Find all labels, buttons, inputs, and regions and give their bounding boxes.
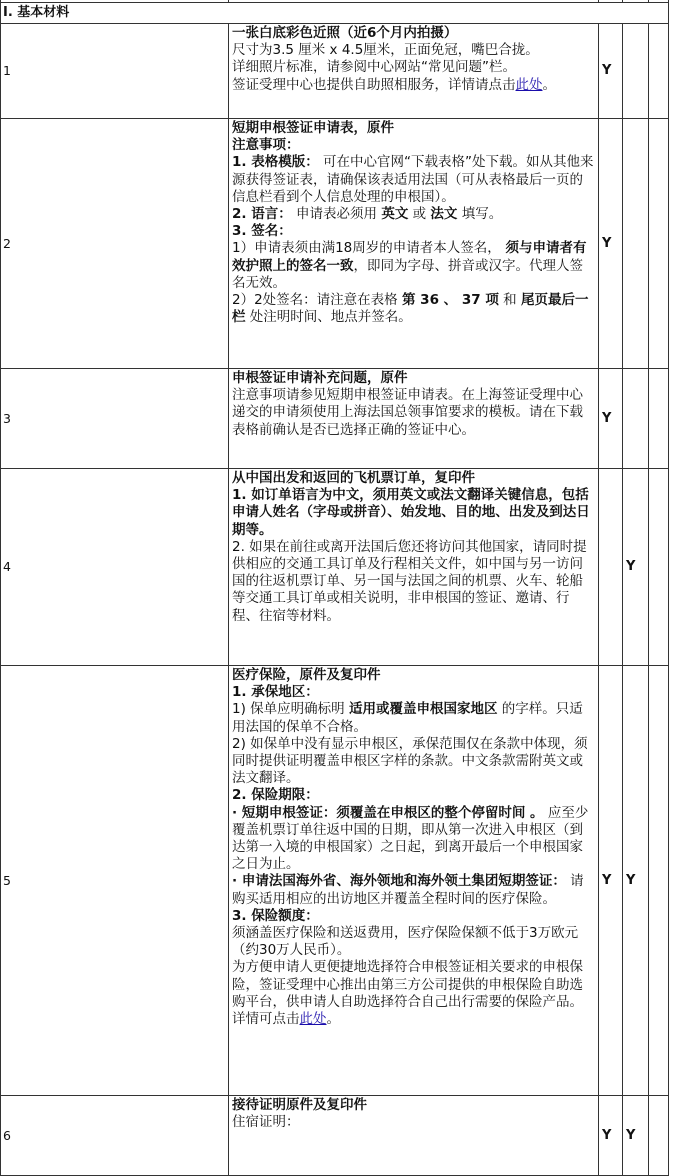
requirement-mark-b: Y <box>623 469 649 666</box>
bold-text: · 短期申根签证：须覆盖在申根区的整个停留时间 。 <box>232 804 544 821</box>
table-row <box>1 666 669 1096</box>
row-number: 4 <box>1 469 229 666</box>
description-line <box>232 470 594 487</box>
row-number: 1 <box>1 24 229 119</box>
description-text: 1) 保单应明确标明 <box>232 701 349 718</box>
requirement-mark-b: Y <box>623 1096 649 1176</box>
description-text: 住宿证明： <box>232 1114 300 1131</box>
description-text: 应至少覆盖机票订单往返中国的日期，即从第一次进入申根区（到达第一入境的申根国家）之日起，到离开最后一个申根国家之日为止。 <box>232 804 589 873</box>
bold-text: 接待证明原件及复印件 <box>232 1097 367 1113</box>
requirements-table-body <box>1 0 669 1176</box>
row-number: 6 <box>1 1096 229 1176</box>
description-text: 和 <box>498 292 521 309</box>
bold-text: 医疗保险，原件及复印件 <box>232 667 381 683</box>
bold-text: 适用或覆盖申根国家地区 <box>348 701 498 718</box>
bold-text: 注意事项： <box>232 137 300 154</box>
description-line <box>232 206 594 223</box>
requirement-mark-a: Y <box>599 119 623 369</box>
description-line <box>232 223 594 240</box>
row-number: 5 <box>1 666 229 1096</box>
description-line <box>232 1114 594 1131</box>
description-line <box>232 684 594 701</box>
section-title: I. 基本材料 <box>1 3 669 24</box>
description-text: 的字样。只适用法国的保单不合格。 <box>232 701 583 735</box>
description-text: 。 <box>542 76 556 93</box>
description-text: 尺寸为3.5 厘米 x 4.5厘米，正面免冠，嘴巴合拢。 <box>232 42 539 59</box>
description-text: 为方便申请人更便捷地选择符合申根签证相关要求的申根保险，签证受理中心推出由第三方公司提供的申根保险自助选购平台，供申请人自助选择符合自己出行需要的保险产品。详情可点击 <box>232 959 583 1028</box>
details-link[interactable]: 此处 <box>299 1011 327 1028</box>
description-text: ，即同为字母、拼音或汉字。代理人签名无效。 <box>232 257 583 291</box>
bold-text: · 申请法国海外省、海外领地和海外领土集团短期签证： <box>232 873 566 890</box>
description-line <box>232 25 594 42</box>
extra-cell <box>649 369 669 469</box>
bold-text: 须与申请者有效护照上的签名一致 <box>232 240 587 274</box>
bold-text: 法文 <box>430 206 458 223</box>
description-line <box>232 667 594 684</box>
description-text: 处注明时间、地点并签名。 <box>245 309 412 326</box>
row-description <box>229 119 599 369</box>
row-description <box>229 369 599 469</box>
description-text: 详细照片标准，请参阅中心网站“常见问题”栏。 <box>232 59 516 76</box>
table-row <box>1 24 669 119</box>
description-line <box>232 292 594 326</box>
description-line <box>232 154 594 206</box>
description-line <box>232 701 594 735</box>
bold-text: 3. 签名： <box>232 223 292 240</box>
table-row <box>1 469 669 666</box>
table-row <box>1 369 669 469</box>
bold-text: 1. 表格模版： <box>232 154 319 171</box>
row-number: 2 <box>1 119 229 369</box>
requirement-mark-a <box>599 469 623 666</box>
requirement-mark-a: Y <box>599 1096 623 1176</box>
description-text: 须涵盖医疗保险和送返费用，医疗保险保额不低于3万欧元（约30万人民币）。 <box>232 925 579 959</box>
description-line <box>232 873 594 907</box>
bold-text: 1. 如订单语言为中文，须用英文或法文翻译关键信息，包括申请人姓名（字母或拼音）、始发地、目的地、出发及到达日期等。 <box>232 487 590 538</box>
description-line <box>232 1097 594 1114</box>
bold-text: 英文 <box>381 206 409 223</box>
bold-text: 申根签证申请补充问题，原件 <box>232 370 408 386</box>
description-line <box>232 959 594 1028</box>
requirement-mark-a: Y <box>599 666 623 1096</box>
bold-text: 3. 保险额度： <box>232 907 319 924</box>
requirement-mark-b <box>623 24 649 119</box>
row-number: 3 <box>1 369 229 469</box>
bold-text: 第 36 、 37 项 <box>401 292 499 309</box>
description-line <box>232 539 594 625</box>
extra-cell <box>649 24 669 119</box>
description-line <box>232 805 594 874</box>
row-description <box>229 1096 599 1176</box>
bold-text: 短期申根签证申请表，原件 <box>232 120 394 136</box>
requirement-mark-b <box>623 119 649 369</box>
description-line <box>232 137 594 154</box>
description-text: 2. 如果在前往或离开法国后您还将访问其他国家，请同时提供相应的交通工具订单及行程相关文件，如中国与另一访问国的往返机票订单、另一国与法国之间的机票、火车、轮船等交通工具订单或相关说明，非申根国的签证、邀请、行程、往宿等材料。 <box>232 538 587 624</box>
description-line <box>232 42 594 59</box>
description-line <box>232 59 594 76</box>
description-text: 注意事项请参见短期申根签证申请表。在上海签证受理中心递交的申请须使用上海法国总领事馆要求的模板。请在下载表格前确认是否已选择正确的签证中心。 <box>232 387 583 438</box>
description-text: 2) 如保单中没有显示申根区，承保范围仅在条款中体现，须同时提供证明覆盖申根区字样的条款。中文条款需附英文或法文翻译。 <box>232 735 588 787</box>
bold-text: 一张白底彩色近照（近6个月内拍摄） <box>232 25 458 41</box>
table-row <box>1 1096 669 1176</box>
requirement-mark-b <box>623 369 649 469</box>
description-text: 2）2处签名：请注意在表格 <box>232 292 402 309</box>
description-line <box>232 120 594 137</box>
description-line <box>232 487 594 539</box>
row-description <box>229 24 599 119</box>
row-description <box>229 666 599 1096</box>
details-link[interactable]: 此处 <box>515 76 543 93</box>
extra-cell <box>649 469 669 666</box>
bold-text: 从中国出发和返回的飞机票订单，复印件 <box>232 470 475 486</box>
section-header-row <box>1 3 669 24</box>
description-text: 。 <box>326 1011 340 1028</box>
extra-cell <box>649 119 669 369</box>
description-line <box>232 240 594 292</box>
bold-text: 尾页最后一栏 <box>232 292 589 326</box>
requirement-mark-a: Y <box>599 24 623 119</box>
description-line <box>232 387 594 439</box>
bold-text: 2. 语言： <box>232 206 292 223</box>
bold-text: 2. 保险期限： <box>232 787 319 804</box>
extra-cell <box>649 666 669 1096</box>
description-line <box>232 736 594 788</box>
description-text: 填写。 <box>457 206 503 223</box>
description-text: 请购买适用相应的出访地区并覆盖全程时间的医疗保险。 <box>232 873 584 907</box>
description-text: 申请表必须用 <box>291 206 382 223</box>
extra-cell <box>649 1096 669 1176</box>
description-text: 签证受理中心也提供自助照相服务，详情请点击 <box>232 76 516 93</box>
table-row <box>1 119 669 369</box>
description-text: 1）申请表须由满18周岁的申请者本人签名， <box>232 240 501 257</box>
description-text: 或 <box>408 206 431 223</box>
description-text: 可在中心官网“下载表格”处下载。如从其他来源获得签证表，请确保该表适用法国（可从表格最后一页的信息栏看到个人信息处理的申根国）。 <box>232 154 594 205</box>
requirement-mark-b: Y <box>623 666 649 1096</box>
row-description <box>229 469 599 666</box>
bold-text: 1. 承保地区： <box>232 684 319 701</box>
description-line <box>232 908 594 925</box>
description-line <box>232 77 594 94</box>
description-line <box>232 787 594 804</box>
requirement-mark-a: Y <box>599 369 623 469</box>
description-line <box>232 925 594 959</box>
description-line <box>232 370 594 387</box>
